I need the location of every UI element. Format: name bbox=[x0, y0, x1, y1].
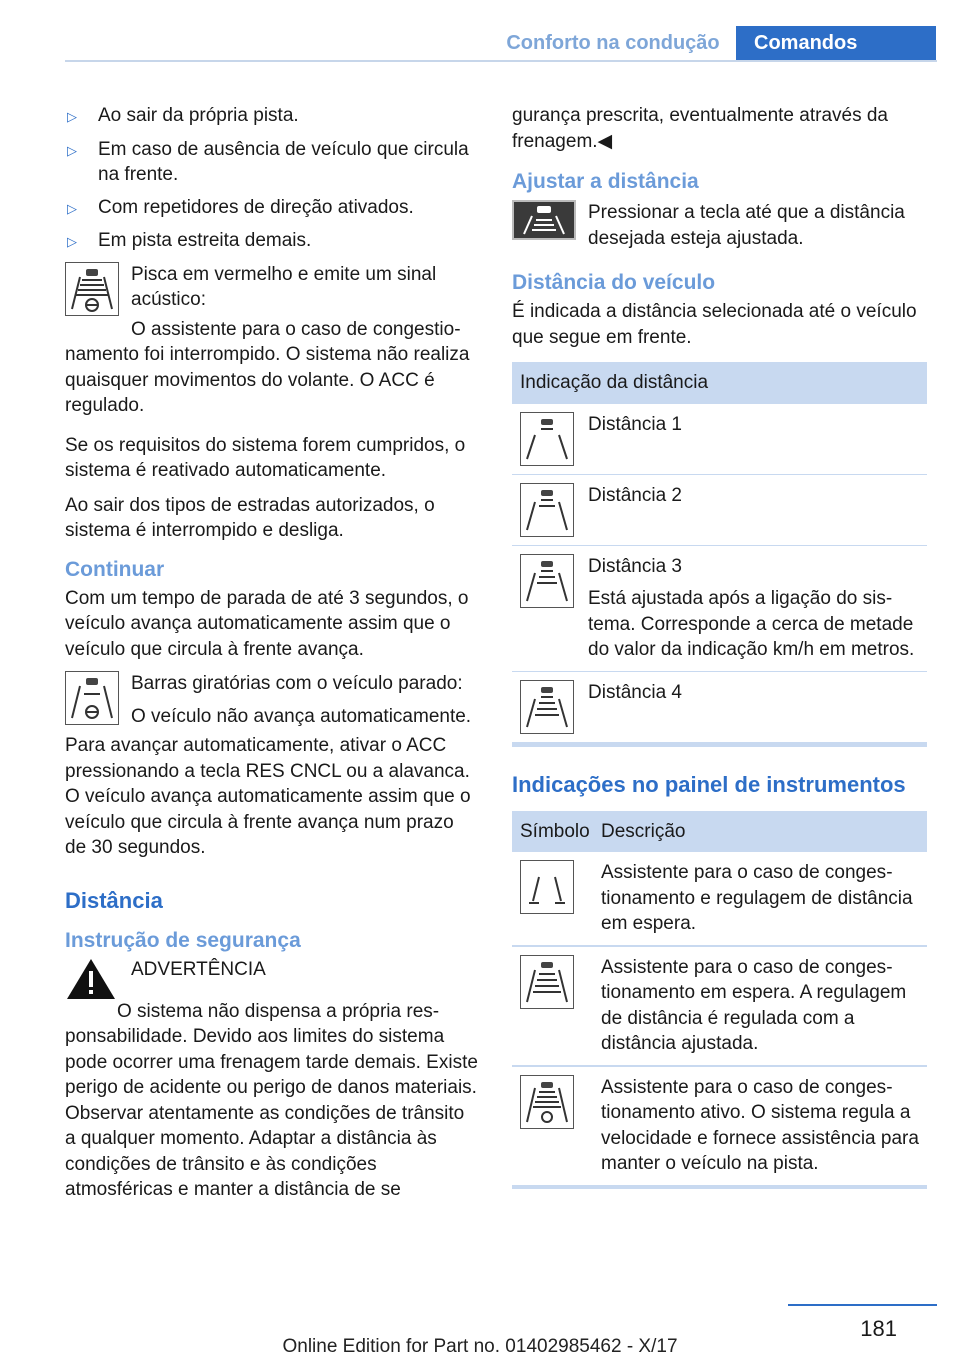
triangle-bullet-icon: ▷ bbox=[67, 109, 77, 124]
warning-triangle-icon bbox=[65, 957, 117, 997]
distance-table bbox=[512, 362, 927, 747]
table-header: Indicação da distância bbox=[512, 362, 927, 404]
heading-continuar: Continuar bbox=[65, 557, 165, 581]
header-section: Conforto na condução bbox=[506, 32, 720, 54]
table-row bbox=[512, 947, 927, 1067]
bullet-text: Em pista estreita demais. bbox=[98, 230, 312, 251]
distance-4-icon bbox=[520, 680, 574, 734]
icon-note-text: Barras giratórias com o veículo parado: bbox=[131, 673, 463, 694]
table-end-rule bbox=[512, 743, 927, 747]
rotating-bars-icon bbox=[65, 671, 119, 725]
paragraph: Se os requisitos do sistema forem cumpridos, o sistema é reativado automaticamente. bbox=[65, 434, 466, 481]
table-row bbox=[512, 672, 927, 743]
left-column bbox=[65, 103, 480, 1212]
table-cell-desc: Assistente para o caso de congestionamento em espera. A regulagem de distância é regulada com a distância ajustada. bbox=[601, 956, 907, 1054]
table-header-description: Descrição bbox=[601, 820, 686, 842]
active-assist-icon bbox=[520, 1075, 574, 1129]
table-cell-desc: Está ajustada após a ligação do sistema. Corresponde a cerca de metade do valor da indicação km/h em metros. bbox=[588, 588, 915, 660]
bullet-item bbox=[65, 137, 480, 188]
distance-2-icon bbox=[520, 483, 574, 537]
table-cell-label: Distância 3 bbox=[588, 555, 682, 577]
bullet-text: Ao sair da própria pista. bbox=[98, 105, 299, 126]
header-divider bbox=[65, 60, 937, 62]
distance-3-icon bbox=[520, 554, 574, 608]
paragraph: gurança prescrita, eventualmente através da frenagem.◀ bbox=[512, 105, 888, 152]
warning-text: O sistema não dispensa a própria responsabilidade. Devido aos limites do sistema pode ocorrer uma frenagem tarde demais. Existe perigo de acidente ou perigo de danos materiais. Observar atentamente as condições de trânsito a qualquer momento. Adaptar a distância às condições de trânsito e às condições atmosféricas e manter a distância de se bbox=[65, 1000, 478, 1200]
traffic-jam-assist-icon bbox=[65, 262, 119, 316]
bullet-item bbox=[65, 228, 480, 255]
header-tab[interactable]: Comandos bbox=[736, 26, 936, 62]
paragraph: Para avançar automaticamente, ativar o ACC pressionando a tecla RES CNCL ou a alavanca. O veículo avança automaticamente assim que o veículo que circula à frente avança num prazo de 30 segundos. bbox=[65, 735, 471, 858]
triangle-bullet-icon: ▷ bbox=[67, 200, 77, 216]
table-cell-label: Distância 2 bbox=[588, 484, 682, 506]
table-cell-desc: Assistente para o caso de congestionamento ativo. O sistema regula a velocidade e fornece assistência para manter o veículo na pista. bbox=[601, 1076, 919, 1174]
heading-seguranca: Instrução de segurança bbox=[65, 928, 301, 952]
page-number: 181 bbox=[860, 1316, 897, 1341]
table-row bbox=[512, 1067, 927, 1185]
table-header-symbol: Símbolo bbox=[520, 820, 590, 842]
heading-distancia-veiculo: Distância do veículo bbox=[512, 271, 716, 294]
icon-note bbox=[65, 671, 480, 731]
symbols-table bbox=[512, 811, 927, 1189]
table-cell-desc: Assistente para o caso de congestionamento e regulagem de distância em espera. bbox=[601, 862, 913, 934]
button-note bbox=[512, 200, 927, 251]
bullet-text: Em caso de ausência de veículo que circula na frente. bbox=[98, 138, 469, 185]
icon-note bbox=[65, 262, 480, 317]
bullet-text: Com repetidores de direção ativados. bbox=[98, 196, 414, 218]
distance-button-icon bbox=[512, 200, 576, 240]
paragraph: Com um tempo de parada de até 3 segundos, o veículo avança automaticamente assim que o veículo que circula à frente avança. bbox=[65, 587, 469, 660]
heading-painel: Indicações no painel de instrumentos bbox=[512, 771, 906, 797]
standby-distance-icon bbox=[520, 955, 574, 1009]
icon-note-text: Pisca em vermelho e emite um sinal acústico: bbox=[131, 263, 437, 310]
table-row bbox=[512, 404, 927, 475]
bullet-item bbox=[65, 103, 480, 130]
table-row bbox=[512, 475, 927, 546]
warning-note bbox=[65, 957, 480, 997]
standby-lanes-icon bbox=[520, 860, 574, 914]
table-header bbox=[512, 811, 927, 853]
triangle-bullet-icon: ▷ bbox=[67, 234, 77, 249]
paragraph: É indicada a distância selecionada até o veículo que segue em frente. bbox=[512, 301, 917, 348]
icon-note-text: O veículo não avança automaticamente. bbox=[131, 705, 472, 727]
warning-title: ADVERTÊNCIA bbox=[131, 958, 266, 980]
right-column bbox=[512, 103, 927, 1189]
table-row bbox=[512, 852, 927, 947]
bullet-item bbox=[65, 195, 480, 222]
paragraph: Ao sair dos tipos de estradas autorizados, o sistema é interrompido e desliga. bbox=[65, 494, 435, 541]
table-end-rule bbox=[512, 1185, 927, 1189]
table-cell-label: Distância 1 bbox=[588, 413, 682, 435]
table-row bbox=[512, 546, 927, 672]
distance-1-icon bbox=[520, 412, 574, 466]
footer-text: Online Edition for Part no. 01402985462 - X/17 bbox=[282, 1336, 678, 1357]
heading-ajustar: Ajustar a distância bbox=[512, 170, 699, 193]
button-note-text: Pressionar a tecla até que a distância desejada esteja ajustada. bbox=[588, 202, 905, 249]
heading-distancia: Distância bbox=[65, 887, 163, 913]
paragraph: O assistente para o caso de congestionamento foi interrompido. O sistema não realiza quaisquer movimentos do volante. O ACC é regulado. bbox=[65, 318, 470, 416]
triangle-bullet-icon: ▷ bbox=[67, 142, 77, 158]
table-cell-label: Distância 4 bbox=[588, 681, 682, 703]
footer-rule bbox=[788, 1304, 937, 1306]
